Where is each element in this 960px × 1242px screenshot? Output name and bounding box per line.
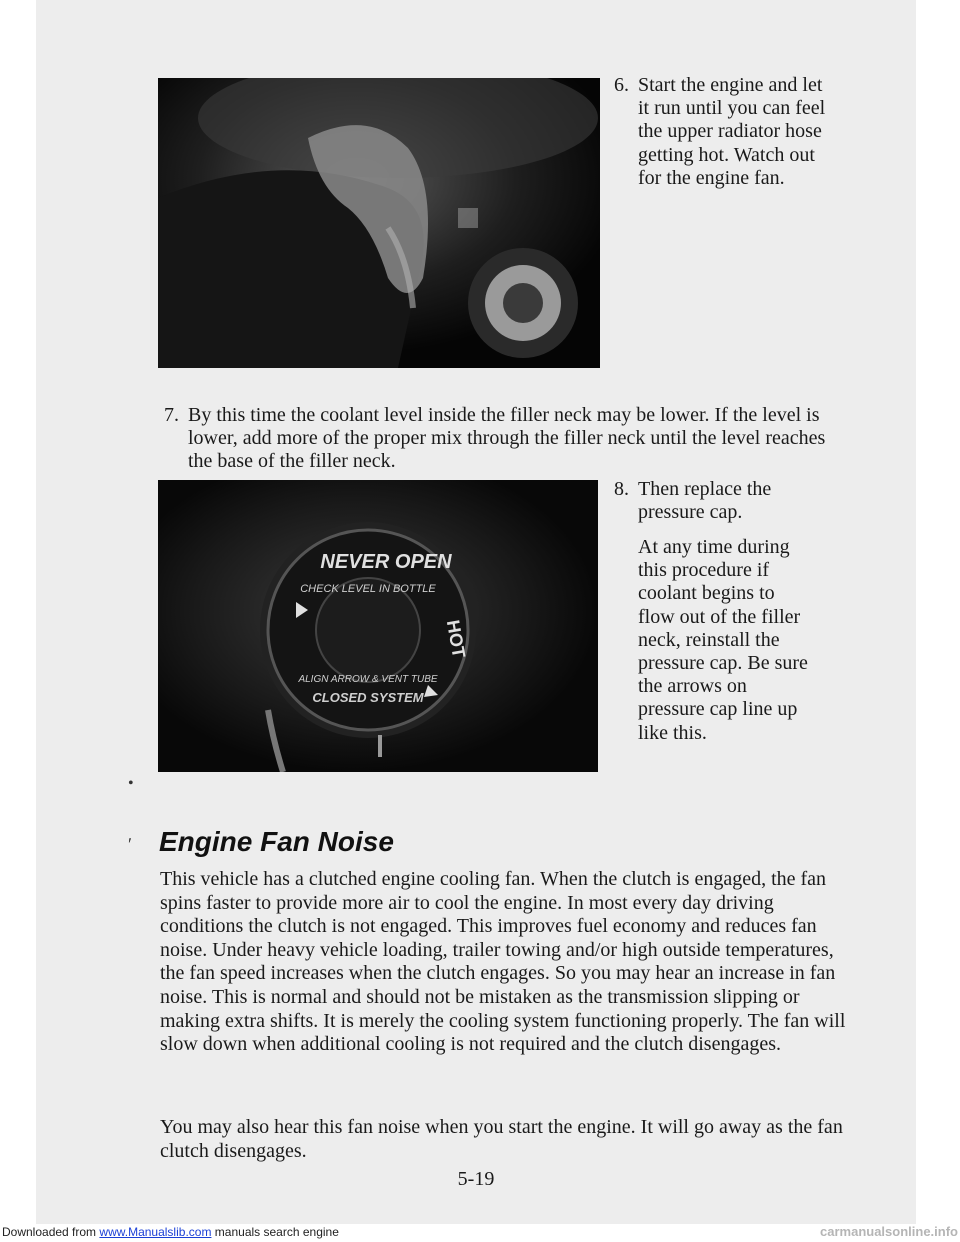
- manual-page: [36, 0, 916, 1242]
- cap-text-hot: HOT: [442, 618, 470, 660]
- step-6: [614, 74, 834, 190]
- cap-text-closed-system: CLOSED SYSTEM: [312, 690, 424, 705]
- radiator-hose-photo: [158, 78, 600, 368]
- pressure-cap-photo: [158, 480, 598, 772]
- step-number: 8.: [614, 478, 629, 500]
- footer-prefix: Downloaded from: [2, 1225, 97, 1239]
- watermark: carmanualsonline.info: [820, 1224, 958, 1239]
- footer-suffix: manuals search engine: [214, 1225, 339, 1239]
- step-number: 6.: [614, 74, 629, 96]
- section-heading: Engine Fan Noise: [159, 826, 394, 857]
- paragraph: This vehicle has a clutched engine cooling fan. When the clutch is engaged, the fan spins faster to provide more air to cool the engine. In most every day driving conditions the clutch is not engaged. This improves fuel economy and reduces fan noise. Under heavy vehicle loading, trailer towing and/or high outside temperatures, the fan speed increases when the clutch engages. So you may hear an increase in fan noise. This is normal and should not be mistaken as the transmission slipping or making extra shifts. It is merely the cooling system functioning properly. The fan will slow down when additional cooling is not required and the clutch disengages.: [160, 868, 846, 1056]
- margin-mark: •: [128, 775, 134, 792]
- step-8-note: At any time during this procedure if coolant begins to flow out of the filler neck, reinstall the pressure cap. Be sure the arrows on pressure cap line up like this.: [638, 536, 808, 744]
- paragraph: You may also hear this fan noise when you start the engine. It will go away as the fan clutch disengages.: [160, 1116, 843, 1162]
- download-footer: [0, 1224, 960, 1242]
- cap-text-never-open: NEVER OPEN: [320, 551, 452, 573]
- manualslib-link[interactable]: www.Manualslib.com: [99, 1225, 212, 1239]
- cap-text-align-arrow: ALIGN ARROW & VENT TUBE: [298, 674, 438, 685]
- step-7: [164, 404, 844, 474]
- cap-text-check-level: CHECK LEVEL IN BOTTLE: [300, 583, 436, 595]
- page-number: 5-19: [457, 1168, 495, 1190]
- margin-mark: ʹ: [128, 834, 132, 854]
- step-text: Then replace the pressure cap.: [638, 478, 772, 524]
- step-8: [614, 478, 834, 524]
- step-text: Start the engine and let it run until you can feel the upper radiator hose getting hot. Watch out for the engine fan.: [638, 74, 826, 189]
- step-text: By this time the coolant level inside the filler neck may be lower. If the level is lower, add more of the proper mix through the filler neck until the level reaches the base of the filler neck.: [188, 404, 826, 473]
- step-number: 7.: [164, 404, 179, 426]
